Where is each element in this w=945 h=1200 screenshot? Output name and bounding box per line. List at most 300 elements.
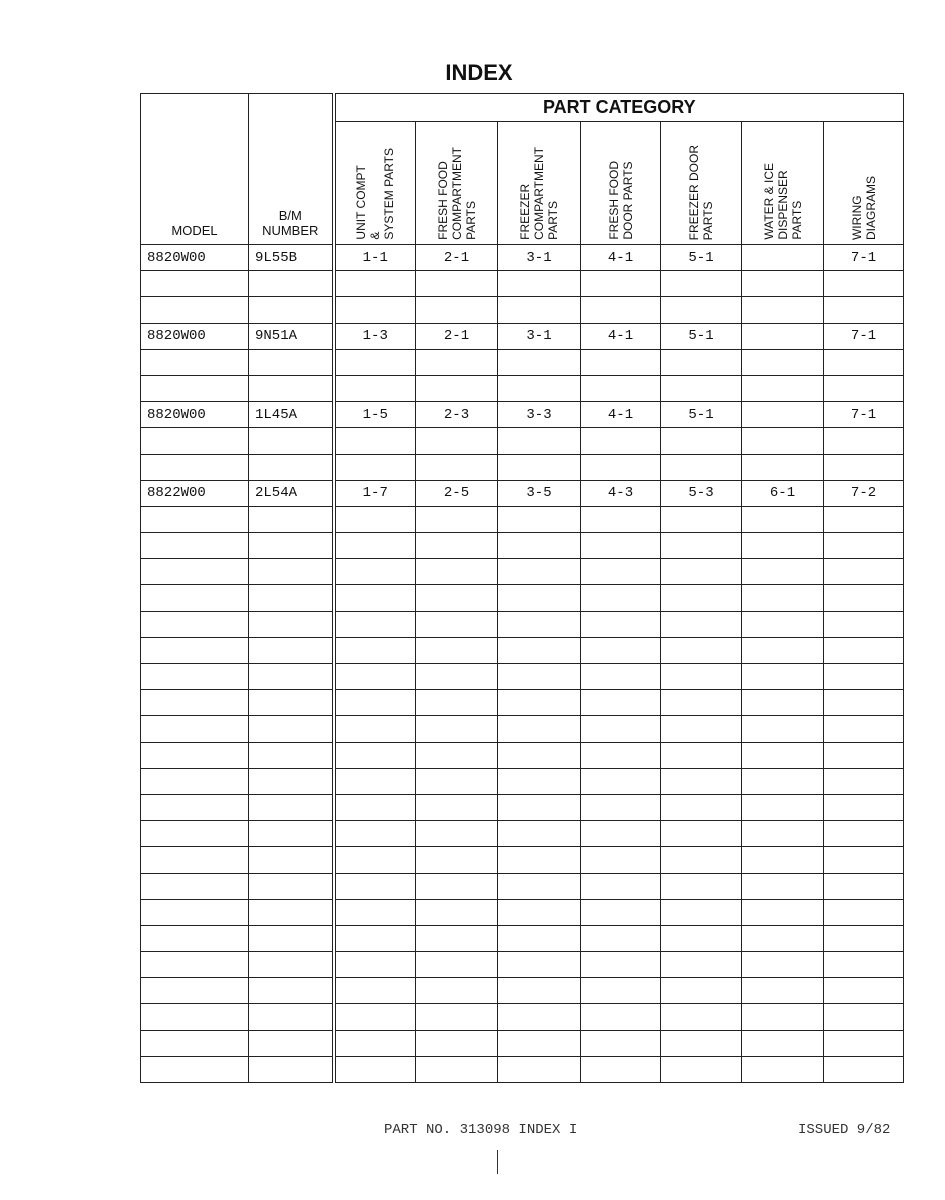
page-ref-cell (581, 559, 661, 585)
table-row (141, 664, 904, 690)
page-ref-cell (581, 611, 661, 637)
page-ref-cell (334, 925, 416, 951)
bm-number-header: B/M NUMBER (249, 94, 334, 245)
part-category-header: PART CATEGORY (334, 94, 904, 122)
page-ref-cell (742, 637, 824, 663)
page-ref-cell (498, 297, 581, 323)
model-cell (141, 349, 249, 375)
bm-number-cell (249, 1056, 334, 1082)
page-ref-cell: 7-1 (824, 402, 904, 428)
model-cell (141, 611, 249, 637)
page-ref-cell (334, 297, 416, 323)
page-ref-cell (334, 271, 416, 297)
page-ref-cell (581, 271, 661, 297)
page-ref-cell (498, 716, 581, 742)
page-ref-cell (824, 375, 904, 401)
page-ref-cell (742, 978, 824, 1004)
page-ref-cell (661, 533, 742, 559)
page-ref-cell (824, 428, 904, 454)
category-label: FREEZER DOOR PARTS (687, 144, 715, 240)
page-ref-cell (334, 349, 416, 375)
page-ref-cell (498, 559, 581, 585)
page-ref-cell (581, 637, 661, 663)
page-ref-cell (824, 559, 904, 585)
model-cell (141, 952, 249, 978)
page-ref-cell (824, 585, 904, 611)
page-ref-cell (416, 873, 498, 899)
table-row (141, 349, 904, 375)
model-cell: 8820W00 (141, 323, 249, 349)
model-cell: 8822W00 (141, 480, 249, 506)
page-ref-cell (498, 1004, 581, 1030)
page-ref-cell (416, 1004, 498, 1030)
page-ref-cell (416, 742, 498, 768)
category-label: FREEZER COMPARTMENT PARTS (518, 147, 560, 240)
page-ref-cell (661, 454, 742, 480)
page-ref-cell (742, 821, 824, 847)
page-ref-cell (334, 611, 416, 637)
page-ref-cell (742, 742, 824, 768)
table-row (141, 533, 904, 559)
page-ref-cell (581, 978, 661, 1004)
index-table (140, 93, 904, 1083)
page-ref-cell (742, 925, 824, 951)
page-ref-cell (334, 742, 416, 768)
category-header (416, 122, 498, 245)
page-ref-cell (742, 1030, 824, 1056)
table-row (141, 1056, 904, 1082)
page-ref-cell (824, 716, 904, 742)
model-cell (141, 664, 249, 690)
page-ref-cell (416, 611, 498, 637)
page-ref-cell: 3-1 (498, 323, 581, 349)
page-ref-cell (824, 454, 904, 480)
page-ref-cell (742, 847, 824, 873)
model-cell (141, 690, 249, 716)
page-ref-cell: 6-1 (742, 480, 824, 506)
page-ref-cell (416, 899, 498, 925)
page-ref-cell (824, 637, 904, 663)
category-label: FRESH FOOD DOOR PARTS (606, 161, 635, 240)
page-ref-cell (824, 952, 904, 978)
page-ref-cell (824, 1056, 904, 1082)
page-ref-cell (661, 1030, 742, 1056)
page-ref-cell (742, 323, 824, 349)
page-ref-cell (661, 925, 742, 951)
page-ref-cell (742, 402, 824, 428)
page-ref-cell (416, 978, 498, 1004)
page-ref-cell (581, 873, 661, 899)
page-ref-cell (498, 899, 581, 925)
page-ref-cell (824, 1030, 904, 1056)
page-ref-cell (498, 375, 581, 401)
table-row (141, 873, 904, 899)
page-ref-cell (498, 873, 581, 899)
bm-number-cell (249, 349, 334, 375)
page-ref-cell (581, 690, 661, 716)
table-row (141, 637, 904, 663)
page-ref-cell (498, 585, 581, 611)
model-cell (141, 899, 249, 925)
page-ref-cell (824, 611, 904, 637)
mark (497, 1150, 498, 1174)
model-cell (141, 454, 249, 480)
page-ref-cell (581, 585, 661, 611)
page-ref-cell (416, 559, 498, 585)
bm-number-cell: 9L55B (249, 245, 334, 271)
model-cell (141, 428, 249, 454)
page-ref-cell (498, 821, 581, 847)
table-row (141, 375, 904, 401)
page-ref-cell (742, 428, 824, 454)
page-ref-cell (742, 454, 824, 480)
model-cell (141, 1056, 249, 1082)
model-cell (141, 821, 249, 847)
page-ref-cell (498, 428, 581, 454)
page-ref-cell (581, 454, 661, 480)
model-cell (141, 271, 249, 297)
page-ref-cell (742, 664, 824, 690)
page-ref-cell (498, 742, 581, 768)
page-ref-cell: 3-5 (498, 480, 581, 506)
page-ref-cell (581, 664, 661, 690)
model-cell (141, 506, 249, 532)
bm-number-cell (249, 559, 334, 585)
page-ref-cell (498, 1056, 581, 1082)
page-ref-cell (334, 716, 416, 742)
page-ref-cell (334, 454, 416, 480)
model-cell (141, 716, 249, 742)
issued-date: ISSUED 9/82 (798, 1122, 891, 1138)
page-ref-cell (742, 349, 824, 375)
page-ref-cell (661, 768, 742, 794)
bm-number-cell (249, 821, 334, 847)
page-ref-cell (498, 978, 581, 1004)
page-ref-cell: 5-1 (661, 402, 742, 428)
page-ref-cell (498, 611, 581, 637)
page-ref-cell (416, 768, 498, 794)
page-ref-cell (824, 349, 904, 375)
page-ref-cell (581, 375, 661, 401)
table-row (141, 323, 904, 349)
page-ref-cell (581, 1004, 661, 1030)
page-ref-cell (742, 559, 824, 585)
page-ref-cell (824, 506, 904, 532)
page-ref-cell (661, 821, 742, 847)
page-ref-cell (824, 873, 904, 899)
model-cell (141, 847, 249, 873)
page-ref-cell (661, 794, 742, 820)
category-header (661, 122, 742, 245)
page-ref-cell (742, 873, 824, 899)
bm-number-cell: 9N51A (249, 323, 334, 349)
page-ref-cell (661, 873, 742, 899)
page-ref-cell: 4-3 (581, 480, 661, 506)
page-ref-cell: 2-1 (416, 323, 498, 349)
model-cell (141, 978, 249, 1004)
page-ref-cell (824, 847, 904, 873)
model-cell (141, 533, 249, 559)
bm-number-cell (249, 899, 334, 925)
page-ref-cell: 1-1 (334, 245, 416, 271)
page-ref-cell (416, 454, 498, 480)
table-row (141, 794, 904, 820)
page-ref-cell (824, 794, 904, 820)
category-header (498, 122, 581, 245)
page-ref-cell (581, 794, 661, 820)
page-ref-cell (581, 428, 661, 454)
page-ref-cell (581, 952, 661, 978)
page-ref-cell (334, 1056, 416, 1082)
table-row (141, 402, 904, 428)
model-cell (141, 637, 249, 663)
page-ref-cell: 1-7 (334, 480, 416, 506)
page-ref-cell (824, 768, 904, 794)
page-ref-cell (498, 271, 581, 297)
page-ref-cell (661, 690, 742, 716)
bm-number-cell (249, 506, 334, 532)
page-ref-cell (824, 742, 904, 768)
bm-number-cell (249, 847, 334, 873)
table-row (141, 716, 904, 742)
page-ref-cell (334, 533, 416, 559)
page-ref-cell (661, 611, 742, 637)
page-ref-cell (742, 611, 824, 637)
bm-number-cell (249, 768, 334, 794)
page-ref-cell (498, 952, 581, 978)
page-ref-cell (334, 899, 416, 925)
table-row (141, 480, 904, 506)
bm-number-cell (249, 297, 334, 323)
page-ref-cell (742, 794, 824, 820)
page-ref-cell (416, 1056, 498, 1082)
page-ref-cell (661, 742, 742, 768)
page-ref-cell (581, 506, 661, 532)
page-ref-cell (498, 349, 581, 375)
model-cell (141, 1004, 249, 1030)
page-ref-cell (661, 637, 742, 663)
table-row (141, 978, 904, 1004)
page-ref-cell (581, 297, 661, 323)
page-ref-cell (334, 506, 416, 532)
page-ref-cell (334, 375, 416, 401)
page-ref-cell: 1-5 (334, 402, 416, 428)
page-ref-cell (498, 690, 581, 716)
page-ref-cell (581, 847, 661, 873)
bm-number-cell (249, 1004, 334, 1030)
page-ref-cell: 4-1 (581, 245, 661, 271)
page-ref-cell (416, 794, 498, 820)
table-row (141, 690, 904, 716)
page-ref-cell (498, 533, 581, 559)
bm-number-cell (249, 742, 334, 768)
table-row (141, 821, 904, 847)
page-ref-cell (498, 794, 581, 820)
bm-number-cell: 1L45A (249, 402, 334, 428)
page-ref-cell (334, 585, 416, 611)
page-ref-cell (334, 794, 416, 820)
model-cell: 8820W00 (141, 402, 249, 428)
page-ref-cell (498, 1030, 581, 1056)
bm-number-cell (249, 375, 334, 401)
page-ref-cell: 4-1 (581, 402, 661, 428)
page-ref-cell (334, 559, 416, 585)
page-ref-cell (416, 664, 498, 690)
page-ref-cell (416, 847, 498, 873)
page-ref-cell (416, 716, 498, 742)
page-ref-cell (416, 925, 498, 951)
page-ref-cell (581, 349, 661, 375)
page-ref-cell (334, 664, 416, 690)
page-ref-cell (334, 821, 416, 847)
page-ref-cell (661, 428, 742, 454)
page-ref-cell (416, 506, 498, 532)
page-ref-cell (416, 428, 498, 454)
table-row (141, 506, 904, 532)
table-row (141, 847, 904, 873)
page-ref-cell (498, 925, 581, 951)
bm-number-cell (249, 271, 334, 297)
page-ref-cell (334, 637, 416, 663)
page-ref-cell: 7-2 (824, 480, 904, 506)
category-label: WATER & ICE DISPENSER PARTS (761, 163, 804, 240)
part-number: PART NO. 313098 INDEX I (384, 1122, 578, 1138)
page-ref-cell: 1-3 (334, 323, 416, 349)
bm-number-cell (249, 664, 334, 690)
bm-number-cell (249, 454, 334, 480)
page-ref-cell (661, 1056, 742, 1082)
page-ref-cell (498, 847, 581, 873)
table-row (141, 768, 904, 794)
bm-number-cell (249, 873, 334, 899)
page-ref-cell (581, 1030, 661, 1056)
page-ref-cell (661, 1004, 742, 1030)
page-ref-cell (824, 821, 904, 847)
page-ref-cell (824, 664, 904, 690)
page-ref-cell (416, 952, 498, 978)
page-ref-cell (661, 297, 742, 323)
page-ref-cell (334, 1004, 416, 1030)
page-ref-cell (416, 533, 498, 559)
model-cell (141, 768, 249, 794)
page-ref-cell (581, 821, 661, 847)
page-ref-cell (661, 585, 742, 611)
category-header (742, 122, 824, 245)
page-ref-cell (661, 506, 742, 532)
page-ref-cell (824, 271, 904, 297)
page-ref-cell: 2-3 (416, 402, 498, 428)
page-ref-cell (416, 1030, 498, 1056)
page-ref-cell (824, 533, 904, 559)
page-ref-cell (742, 1004, 824, 1030)
page-ref-cell (661, 375, 742, 401)
page-ref-cell: 3-1 (498, 245, 581, 271)
category-label: FRESH FOOD COMPARTMENT PARTS (435, 147, 478, 240)
page-ref-cell (661, 952, 742, 978)
page-ref-cell (334, 428, 416, 454)
category-header (824, 122, 904, 245)
bm-number-cell (249, 428, 334, 454)
category-label: UNIT COMPT & SYSTEM PARTS (354, 148, 397, 240)
page-ref-cell (742, 271, 824, 297)
table-row (141, 611, 904, 637)
page-ref-cell (498, 664, 581, 690)
model-cell (141, 585, 249, 611)
page-ref-cell (742, 716, 824, 742)
table-row (141, 297, 904, 323)
page-ref-cell (416, 297, 498, 323)
category-header (581, 122, 661, 245)
page-ref-cell (581, 533, 661, 559)
page-ref-cell (742, 533, 824, 559)
page-ref-cell (416, 585, 498, 611)
page-ref-cell (416, 349, 498, 375)
page-ref-cell (416, 690, 498, 716)
page-ref-cell: 2-1 (416, 245, 498, 271)
page-ref-cell (334, 768, 416, 794)
bm-number-cell (249, 637, 334, 663)
page-ref-cell (581, 1056, 661, 1082)
page-ref-cell (581, 925, 661, 951)
page-ref-cell: 5-3 (661, 480, 742, 506)
page-ref-cell (824, 978, 904, 1004)
table-row (141, 1004, 904, 1030)
page-ref-cell (334, 873, 416, 899)
page-ref-cell (581, 899, 661, 925)
page-ref-cell: 3-3 (498, 402, 581, 428)
page-ref-cell (742, 1056, 824, 1082)
bm-number-cell (249, 925, 334, 951)
page-ref-cell: 5-1 (661, 323, 742, 349)
table-row (141, 742, 904, 768)
model-cell (141, 742, 249, 768)
page-ref-cell (742, 245, 824, 271)
page-ref-cell (416, 637, 498, 663)
table-row (141, 899, 904, 925)
page-ref-cell (661, 559, 742, 585)
page-ref-cell (416, 821, 498, 847)
model-cell (141, 925, 249, 951)
model-cell: 8820W00 (141, 245, 249, 271)
table-row (141, 925, 904, 951)
model-cell (141, 1030, 249, 1056)
page-ref-cell (334, 952, 416, 978)
page-ref-cell: 2-5 (416, 480, 498, 506)
page-ref-cell: 7-1 (824, 323, 904, 349)
table-row (141, 454, 904, 480)
table-row (141, 1030, 904, 1056)
bm-number-cell (249, 952, 334, 978)
page-ref-cell (334, 978, 416, 1004)
page-ref-cell (661, 349, 742, 375)
page-ref-cell (742, 506, 824, 532)
page-ref-cell (824, 1004, 904, 1030)
page-title: INDEX (445, 60, 513, 85)
page-ref-cell: 4-1 (581, 323, 661, 349)
page-ref-cell (334, 1030, 416, 1056)
page-ref-cell (742, 952, 824, 978)
page-ref-cell (661, 978, 742, 1004)
table-row (141, 271, 904, 297)
page-ref-cell (742, 768, 824, 794)
page-ref-cell (661, 664, 742, 690)
page-ref-cell (661, 271, 742, 297)
page-ref-cell (742, 899, 824, 925)
model-cell (141, 559, 249, 585)
bm-number-cell: 2L54A (249, 480, 334, 506)
page-ref-cell (416, 375, 498, 401)
page-ref-cell (334, 690, 416, 716)
